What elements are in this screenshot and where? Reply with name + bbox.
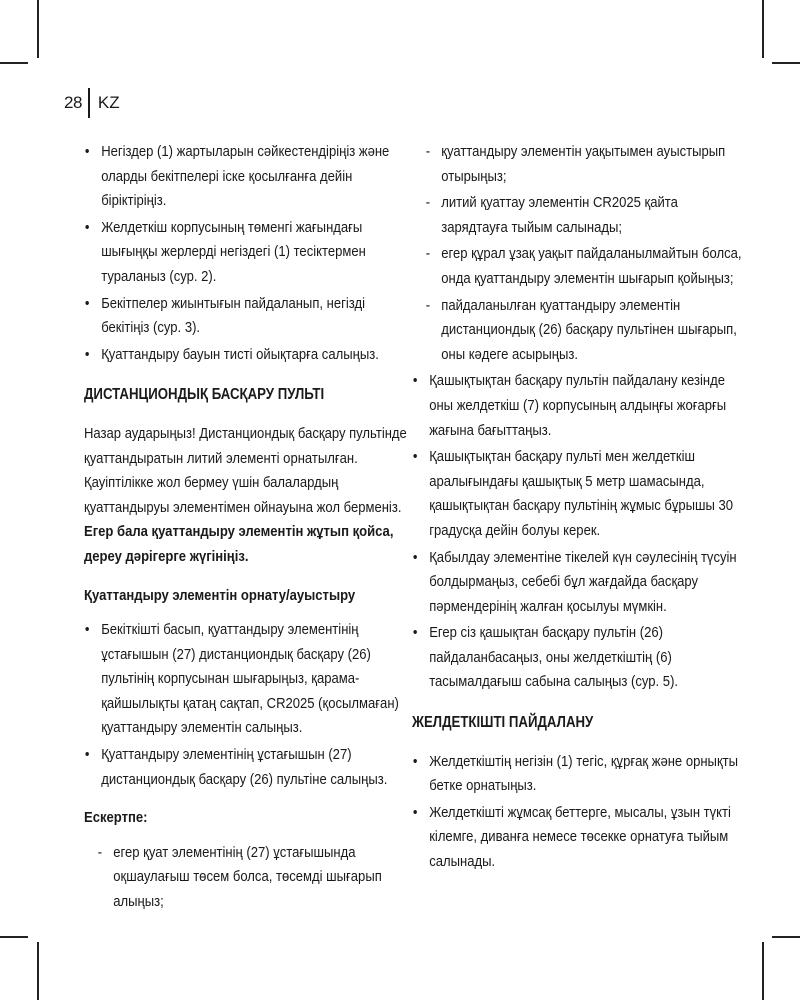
- page-number: 28: [64, 93, 82, 112]
- remote-usage-list: [412, 369, 742, 695]
- crop-mark-bottom-right-v: [762, 942, 764, 1000]
- note-list: [84, 841, 411, 915]
- battery-list: [84, 618, 411, 792]
- remote-control-heading: ДИСТАНЦИОНДЫҚ БАСҚАРУ ПУЛЬТІ: [84, 386, 325, 404]
- list-item: - егер құрал ұзақ уақыт пайдаланылмайтын болса, онда қуаттандыру элементін шығарып қойыңыз;: [412, 242, 742, 291]
- crop-mark-bottom-right-h: [772, 936, 800, 938]
- list-item: - литий қуаттау элементін CR2025 қайта зарядтауға тыйым салынады;: [412, 191, 742, 240]
- warning-text: Назар аударыңыз! Дистанциондық басқару пультінде қуаттандыратын литий элементі орнатылған. Қауіптілікке жол бермеу үшін балалардың қуаттандыруы элементімен ойнауына жол берменіз.: [84, 424, 407, 516]
- list-item: • Бекіткішті басып, қуаттандыру элементінің ұстағышын (27) дистанциондық басқару (26) пультінің корпусынан шығарыңыз, қарама-қайшылықты қатаң сақтап, CR2025 (қосылмаған) қуаттандыру элементін салыңыз.: [84, 618, 411, 741]
- crop-mark-top-left-v: [37, 0, 39, 58]
- list-item: • Қашықтықтан басқару пульті мен желдеткіш аралығындағы қашықтық 5 метр шамасында, қашықтықтан басқару пультінің жұмыс бұрышы 30 градусқа дейін болуы керек.: [412, 445, 742, 543]
- list-item: • Қуаттандыру элементінің ұстағышын (27) дистанциондық басқару (26) пультіне салыңыз.: [84, 743, 411, 792]
- list-item: • Желдеткіштің негізін (1) тегіс, құрғақ және орнықты бетке орнатыңыз.: [412, 750, 742, 799]
- page-header: [64, 88, 120, 118]
- right-column: [412, 140, 742, 877]
- crop-mark-top-left-h: [0, 62, 28, 64]
- list-item: - егер қуат элементінің (27) ұстағышында оқшаулағыш төсем болса, төсемді шығарып алыңыз;: [84, 841, 411, 915]
- left-column: [84, 140, 411, 917]
- list-item: • Егер сіз қашықтан басқару пультін (26) пайдаланбасаңыз, оны желдеткіштің (6) тасымалдағыш сабына салыңыз (сур. 5).: [412, 621, 742, 695]
- list-item: • Қашықтықтан басқару пультін пайдалану кезінде оны желдеткіш (7) корпусының алдыңғы жоғарғы жағына бағыттаңыз.: [412, 369, 742, 443]
- list-item: • Желдеткіш корпусының төменгі жағындағы шығыңқы жерлерді негіздегі (1) тесіктермен тураланыз (сур. 2).: [84, 216, 411, 290]
- crop-mark-top-right-h: [772, 62, 800, 64]
- crop-mark-bottom-left-v: [37, 942, 39, 1000]
- language-code: KZ: [97, 93, 120, 112]
- list-item: - қуаттандыру элементін уақытымен ауыстырып отырыңыз;: [412, 140, 742, 189]
- crop-mark-top-right-v: [762, 0, 764, 58]
- list-item: • Бекітпелер жиынтығын пайдаланып, негізді бекітіңіз (сур. 3).: [84, 292, 411, 341]
- list-item: - пайдаланылған қуаттандыру элементін дистанциондық (26) басқару пультінен шығарып, оны кәдеге асырыңыз.: [412, 294, 742, 368]
- assembly-list: [84, 140, 411, 367]
- list-item: • Желдеткішті жұмсақ беттерге, мысалы, ұзын түкті кілемге, диванға немесе төсекке орнатуға тыйым салынады.: [412, 801, 742, 875]
- list-item: • Қабылдау элементіне тікелей күн сәулесінің түсуін болдырмаңыз, себебі бұл жағдайда басқару пәрмендерінің жалған қосылуы мүмкін.: [412, 546, 742, 620]
- note-list-continued: [412, 140, 742, 367]
- note-heading: Ескертпе:: [84, 809, 148, 827]
- fan-usage-heading: ЖЕЛДЕТКІШТІ ПАЙДАЛАНУ: [412, 714, 594, 732]
- fan-usage-list: [412, 750, 742, 875]
- warning-bold-text: Егер бала қуаттандыру элементін жұтып қойса, дереу дәрігерге жүгініңіз.: [84, 523, 394, 565]
- list-item: • Қуаттандыру бауын тисті ойықтарға салыңыз.: [84, 343, 411, 368]
- battery-heading: Қуаттандыру элементін орнату/ауыстыру: [84, 586, 356, 604]
- list-item: • Негіздер (1) жартыларын сәйкестендіріңіз және оларды бекітпелері іске қосылғанға дейін біріктіріңіз.: [84, 140, 411, 214]
- warning-paragraph: [84, 422, 411, 570]
- crop-mark-bottom-left-h: [0, 936, 28, 938]
